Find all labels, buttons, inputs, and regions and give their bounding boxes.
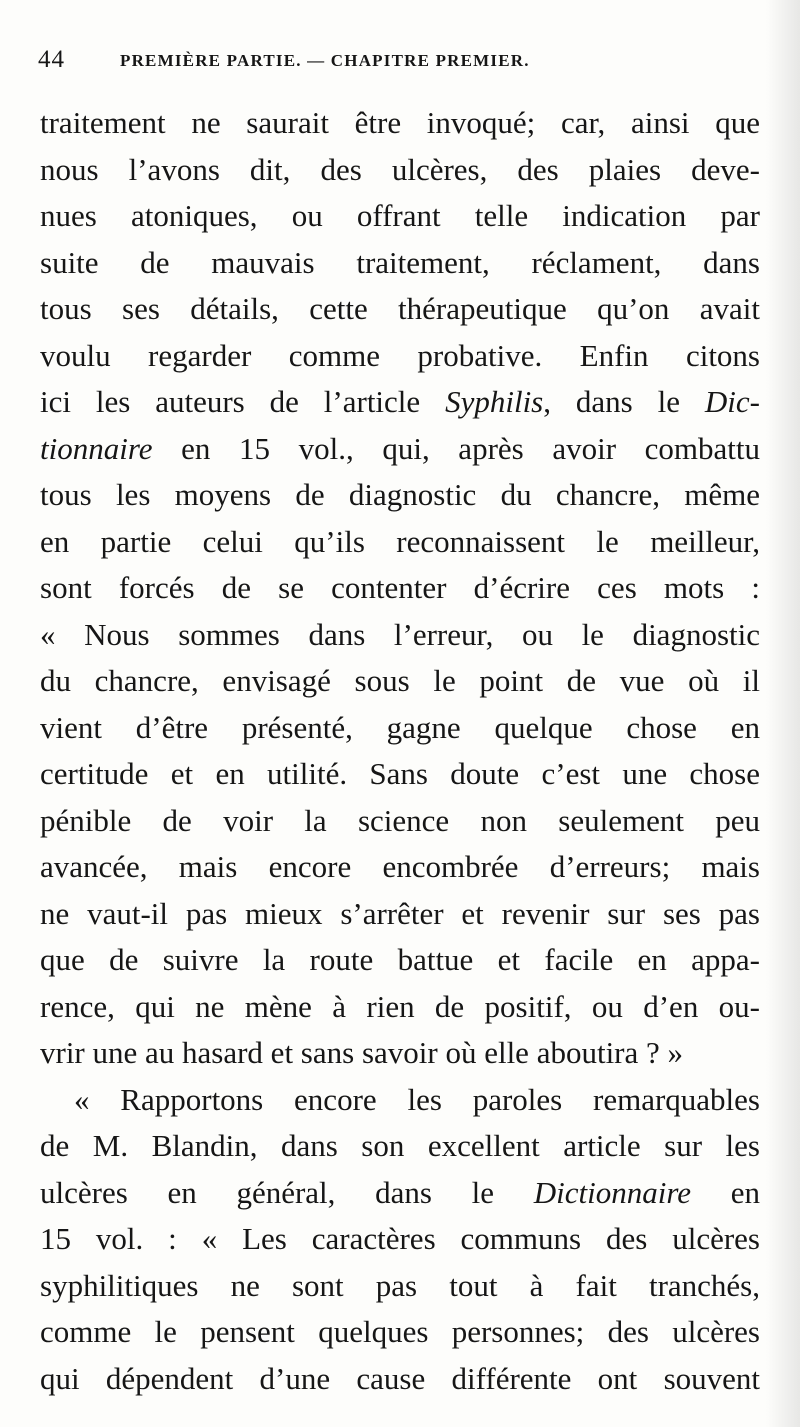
text-segment: ne vaut-il pas mieux s’arrêter et revenir sur ses pas	[40, 895, 760, 931]
text-line	[40, 240, 760, 287]
text-line	[40, 286, 760, 333]
text-line	[40, 426, 760, 473]
text-line	[40, 147, 760, 194]
italic-text-segment: Syphilis	[445, 384, 544, 419]
text-line	[40, 1216, 760, 1263]
text-line	[40, 1123, 760, 1170]
text-segment: comme le pensent quelques personnes; des ulcères	[40, 1314, 760, 1349]
text-segment: en 15 vol., qui, après avoir combattu	[152, 430, 760, 466]
text-segment: voulu regarder comme probative. Enfin citons	[40, 337, 760, 373]
text-line	[40, 658, 760, 705]
text-segment: tous les moyens de diagnostic du chancre, même	[40, 477, 760, 512]
text-segment: suite de mauvais traitement, réclament, dans	[40, 244, 760, 280]
text-line	[40, 1356, 760, 1403]
text-line	[40, 937, 760, 984]
text-segment: en partie celui qu’ils reconnaissent le meilleur,	[40, 523, 760, 559]
text-line	[40, 751, 760, 798]
text-line	[40, 193, 760, 240]
text-line	[40, 612, 760, 659]
text-segment: que de suivre la route battue et facile en appa-	[40, 942, 760, 977]
text-segment: en	[691, 1174, 760, 1210]
text-segment: , dans le	[543, 384, 705, 419]
text-segment: de M. Blandin, dans son excellent article sur les	[40, 1128, 760, 1163]
running-head-title: PREMIÈRE PARTIE. — CHAPITRE PREMIER.	[120, 51, 530, 70]
text-line	[40, 1170, 760, 1217]
italic-text-segment: Dic-	[704, 384, 760, 419]
text-segment: avancée, mais encore encombrée d’erreurs; mais	[40, 849, 760, 884]
text-segment: traitement ne saurait être invoqué; car, ainsi que	[40, 105, 760, 140]
text-segment: « Nous sommes dans l’erreur, ou le diagnostic	[40, 616, 760, 652]
text-segment: qui dépendent d’une cause différente ont souvent	[40, 1360, 760, 1396]
text-segment: tous ses détails, cette thérapeutique qu’on avait	[40, 291, 760, 326]
text-line	[40, 1263, 760, 1310]
text-line	[40, 565, 760, 612]
text-segment: rence, qui ne mène à rien de positif, ou d’en ou-	[40, 988, 760, 1024]
text-segment: ulcères en général, dans le	[40, 1174, 534, 1210]
text-line	[40, 1030, 760, 1077]
text-segment: sont forcés de se contenter d’écrire ces mots :	[40, 570, 760, 605]
text-segment: nues atoniques, ou offrant telle indication par	[40, 198, 760, 233]
running-head	[38, 44, 678, 76]
text-segment: ici les auteurs de l’article	[40, 384, 446, 419]
text-line	[40, 472, 760, 519]
text-segment: certitude et en utilité. Sans doute c’est une chose	[40, 756, 760, 791]
text-segment: 15 vol. : « Les caractères communs des ulcères	[40, 1221, 760, 1256]
text-line	[40, 379, 760, 426]
text-segment: nous l’avons dit, des ulcères, des plaies deve-	[40, 151, 760, 187]
text-line	[40, 100, 760, 147]
text-line	[40, 1309, 760, 1356]
text-line	[40, 798, 760, 845]
text-line	[40, 705, 760, 752]
text-segment: vrir une au hasard et sans savoir où elle aboutira ? »	[40, 1035, 684, 1070]
text-segment: syphilitiques ne sont pas tout à fait tranchés,	[40, 1267, 760, 1303]
text-line	[40, 844, 760, 891]
text-line	[40, 333, 760, 380]
body-text	[40, 100, 760, 1402]
page-number: 44	[38, 46, 65, 73]
text-line	[40, 519, 760, 566]
text-segment: du chancre, envisagé sous le point de vue où il	[40, 663, 760, 698]
text-line	[40, 891, 760, 938]
italic-text-segment: tionnaire	[40, 430, 153, 466]
text-line	[40, 984, 760, 1031]
text-segment: « Rapportons encore les paroles remarquables	[74, 1081, 760, 1117]
text-segment: vient d’être présenté, gagne quelque chose en	[40, 709, 760, 745]
italic-text-segment: Dictionnaire	[533, 1174, 692, 1210]
text-segment: pénible de voir la science non seulement peu	[40, 802, 760, 838]
text-line	[40, 1077, 760, 1124]
